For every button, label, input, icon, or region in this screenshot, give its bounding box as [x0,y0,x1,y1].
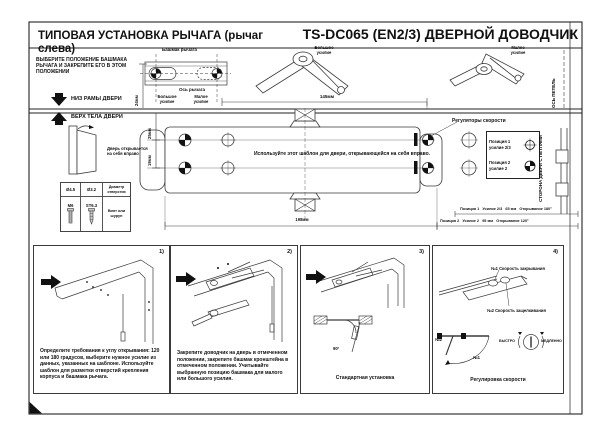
crosshair-circle-icon [523,138,537,152]
dim-25-label: 25мм [147,128,152,139]
position-1-spec: Позиция 1 Усилие 2/3 65 мм Открывание 180° [460,207,552,211]
arm-small-label: Малое усилие [510,45,526,56]
panel-step-4 [432,245,564,394]
screw-st-cell [81,197,103,231]
registration-mark-icon [523,159,537,173]
panel-4-screw1-label: №1 Скорость закрывания [491,266,545,271]
panel-step-1 [33,245,170,394]
panel-3-illustration [302,252,428,370]
arm-axis-label: Ось рычага [178,87,206,92]
panel-4-no1-label: №1 [473,355,480,360]
screw-st-label: ST6.3 [85,202,98,208]
panel-3-caption: Стандартная установка [335,375,395,381]
frame-bottom-label: НИЗ РАМЫ ДВЕРИ [71,96,122,102]
panel-3-number: 3) [419,249,424,255]
panel-4-fast-label: БЫСТРО [499,339,515,343]
position-2-spec: Позиция 2 Усилие 2 95 мм Открывание 120° [440,219,529,223]
legend-row-position-1 [489,138,537,152]
legend-pos2-label: Позиция 2 усилие 2 [489,160,511,171]
panel-4-number: 4) [553,249,558,255]
panel-4-caption: Регулировка скорости [470,377,526,383]
dim-19-label: 19мм [147,155,152,166]
panel-1-caption: Определите требования к углу открывания: 120 или 180 градусов, выберите нужное усилие из данных, указанных на шаблоне. Используйте шаблон для разметки отверстий крепления корпуса и башмака рычага. [40,348,160,380]
arc-arrow-icon [445,360,450,365]
closer-body-template-drawing [135,108,480,232]
panel-4-screw2-label: №2 Скорость защелкивания [487,308,546,313]
slow-arrow-icon [540,332,544,335]
dim-198-label: 198мм [295,217,309,222]
door-swing-arrow-icon [89,125,94,129]
panel-step-3 [300,245,430,394]
door-note: Дверь открывается на себя вправо [107,146,148,157]
panel-step-2 [170,245,298,394]
fast-arrow-icon [518,332,522,335]
hinge-axis-label: ОСЬ ПЕТЕЛЬ [551,78,556,108]
panel-4-slow-label: МЕДЛЕННО [541,339,562,343]
panel-1-number: 1) [159,249,164,255]
machine-screw-icon [66,208,75,225]
screw-m6-cell [61,197,81,231]
dim-24-label: 24мм [134,95,139,106]
door-opening-icon [64,122,104,180]
position-legend-box [486,131,540,179]
force-big-label: Большое усилие [157,94,177,105]
arm-big-label: Большое усилие [314,45,334,56]
panel-2-illustration [172,252,296,348]
screw-m6-label: М6 [67,202,74,208]
arrow-down-icon [51,93,67,106]
product-title: TS-DC065 (EN2/3) ДВЕРНОЙ ДОВОДЧИК [302,26,578,42]
door-top-label: ВЕРХ ТЕЛА ДВЕРИ [71,114,123,120]
shoe-position-instruction: ВЫБЕРИТЕ ПОЛОЖЕНИЕ БАШМАКА РЫЧАГА И ЗАКРЕПИТЕ ЕГО В ЭТОМ ПОЛОЖЕНИИ [36,57,128,76]
template-center-note: Используйте этот шаблон для двери, открывающейся на себя вправо. [253,151,431,157]
door-edge-profile [556,128,568,214]
legend-row-position-2 [489,159,537,173]
panel-4-no2-label: №2 [435,337,442,342]
panel-1-illustration [35,252,168,348]
hole-diameter-2-cell: Ø3.2 [81,183,103,197]
shoe-label: Башмак рычага [162,47,197,52]
page-title: ТИПОВАЯ УСТАНОВКА РЫЧАГА (рычаг слева) [38,30,263,55]
panel-3-angle-label: 90° [333,346,340,351]
corner-mark-icon [30,402,42,413]
tapping-screw-icon [87,208,96,225]
screw-note-cell: Винт или шуруп [107,209,126,218]
hole-header-cell: Диаметр отверстия [103,183,130,197]
legend-pos1-label: Позиция 1 усилие 2/3 [489,139,511,150]
panel-2-caption: Закрепите доводчик на дверь в отмеченном положении, закрепите башмак кронштейна в отмеченном положении. Учитывайте выбранную позицию башмака для малого или большого усилия. [177,350,289,382]
direction-arrow-icon [306,270,326,284]
hinge-side-label: СТОРОНА ДВЕРИ С ПЕТЛЯМИ [538,134,543,202]
speed-regulators-label: Регуляторы скорости [452,118,506,124]
hole-diameter-1-cell: Ø4.5 [61,183,81,197]
panel-2-number: 2) [287,249,292,255]
dim-145-label: 145мм [319,94,335,99]
screw-table [60,182,131,232]
force-small-label: Малое усилие [193,94,209,105]
direction-arrow-icon [176,272,196,286]
